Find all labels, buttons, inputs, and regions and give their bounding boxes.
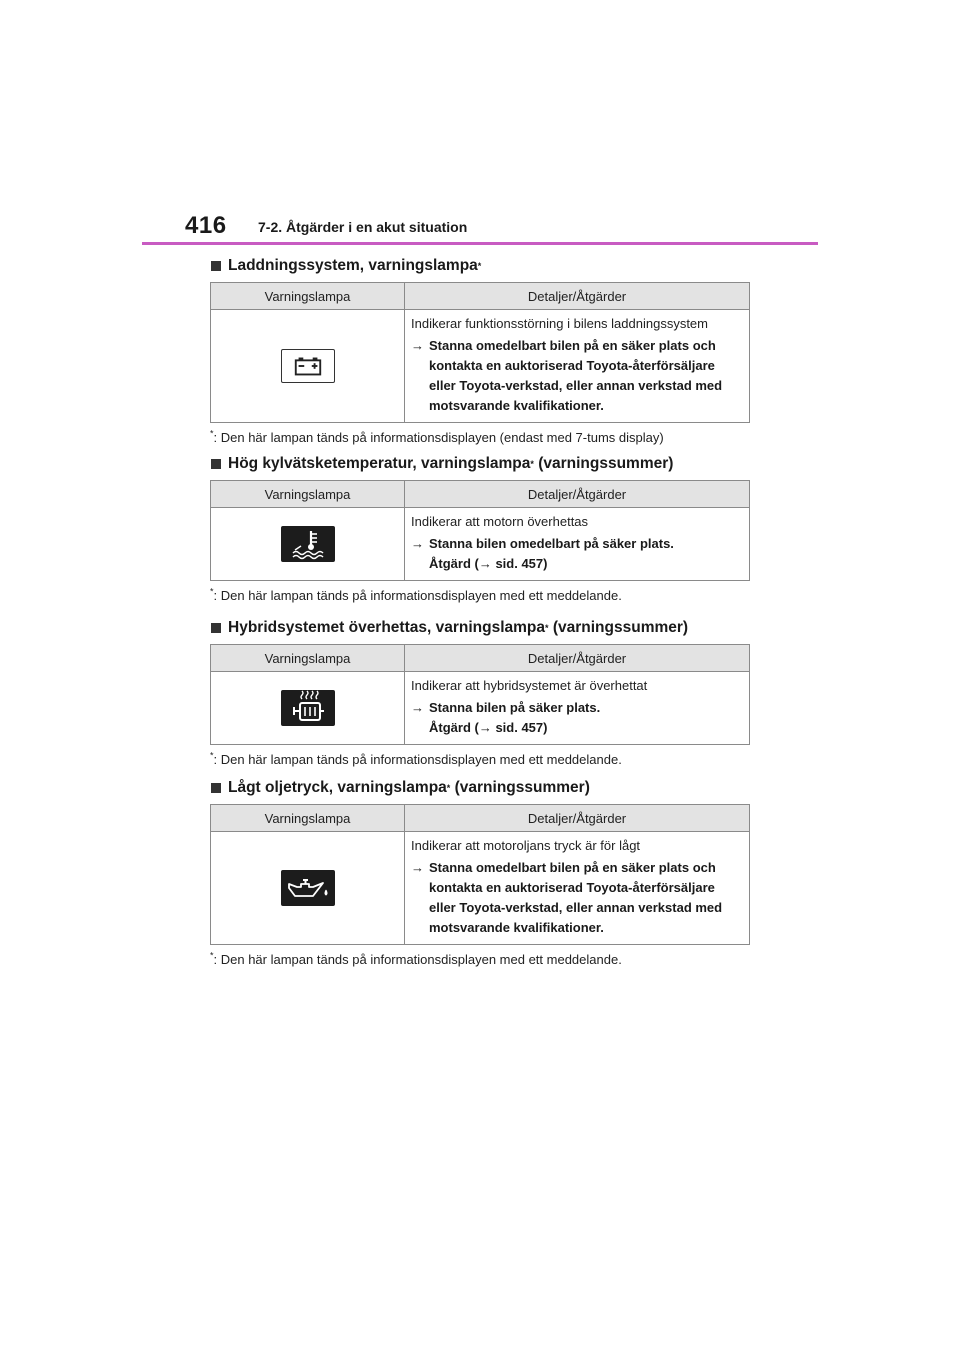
footnote: *: Den här lampan tänds på informationsdisplayen med ett meddelande. — [210, 750, 622, 767]
chapter-title: 7-2. Åtgärder i en akut situation — [258, 219, 468, 235]
section-coolant-temperature — [210, 452, 750, 603]
description: Indikerar att motorn överhettas — [411, 514, 589, 529]
arrow-icon: → — [411, 338, 424, 353]
page-reference[interactable]: Åtgärd (→ sid. 457) — [429, 556, 548, 571]
description: Indikerar att motoroljans tryck är för lågt — [411, 838, 641, 853]
page-reference[interactable]: Åtgärd (→ sid. 457) — [429, 720, 548, 735]
arrow-icon: → — [411, 536, 424, 551]
square-bullet-icon — [211, 459, 221, 469]
action-text: → Stanna bilen omedelbart på säker plats. Åtgärd (→ sid. 457) — [411, 534, 743, 574]
section-oil-pressure — [210, 776, 750, 967]
coolant-temperature-icon — [281, 526, 335, 562]
header-divider — [142, 242, 818, 245]
column-header-lamp: Varningslampa — [211, 805, 405, 832]
column-header-details: Detaljer/Åtgärder — [405, 481, 750, 508]
section-title: Laddningssystem, varningslampa * — [210, 254, 750, 278]
description: Indikerar att hybridsystemet är överhettat — [411, 678, 648, 693]
square-bullet-icon — [211, 783, 221, 793]
footnote: *: Den här lampan tänds på informationsdisplayen med ett meddelande. — [210, 586, 622, 603]
warning-table — [210, 804, 750, 945]
hybrid-system-overheat-icon — [281, 690, 335, 726]
column-header-details: Detaljer/Åtgärder — [405, 283, 750, 310]
square-bullet-icon — [211, 261, 221, 271]
action-text: → Stanna bilen på säker plats. Åtgärd (→ sid. 457) — [411, 698, 743, 738]
square-bullet-icon — [211, 623, 221, 633]
warning-table — [210, 644, 750, 745]
section-hybrid-overheat — [210, 616, 750, 767]
section-title: Hög kylvätsketemperatur, varningslampa * (varningssummer) — [210, 452, 750, 476]
section-title: Hybridsystemet överhettas, varningslampa * (varningssummer) — [210, 616, 750, 640]
footnote: *: Den här lampan tänds på informationsdisplayen (endast med 7-tums display) — [210, 428, 664, 445]
column-header-lamp: Varningslampa — [211, 645, 405, 672]
oil-pressure-icon — [281, 870, 335, 906]
page-number: 416 — [185, 212, 227, 239]
footnote: *: Den här lampan tänds på informationsdisplayen med ett meddelande. — [210, 950, 622, 967]
column-header-lamp: Varningslampa — [211, 283, 405, 310]
section-title: Lågt oljetryck, varningslampa * (varningssummer) — [210, 776, 750, 800]
warning-table — [210, 480, 750, 581]
arrow-icon: → — [411, 860, 424, 875]
column-header-details: Detaljer/Åtgärder — [405, 805, 750, 832]
section-charging-system — [210, 254, 750, 445]
column-header-lamp: Varningslampa — [211, 481, 405, 508]
action-text: → Stanna omedelbart bilen på en säker plats och kontakta en auktoriserad Toyota-återförsäljare eller Toyota-verkstad, eller annan verkstad med motsvarande kvalifikationer. — [411, 858, 743, 938]
battery-charging-icon — [281, 349, 335, 383]
description: Indikerar funktionsstörning i bilens laddningssystem — [411, 316, 708, 331]
arrow-icon: → — [411, 700, 424, 715]
column-header-details: Detaljer/Åtgärder — [405, 645, 750, 672]
warning-table — [210, 282, 750, 423]
action-text: → Stanna omedelbart bilen på en säker plats och kontakta en auktoriserad Toyota-återförsäljare eller Toyota-verkstad, eller annan verkstad med motsvarande kvalifikationer. — [411, 336, 743, 416]
